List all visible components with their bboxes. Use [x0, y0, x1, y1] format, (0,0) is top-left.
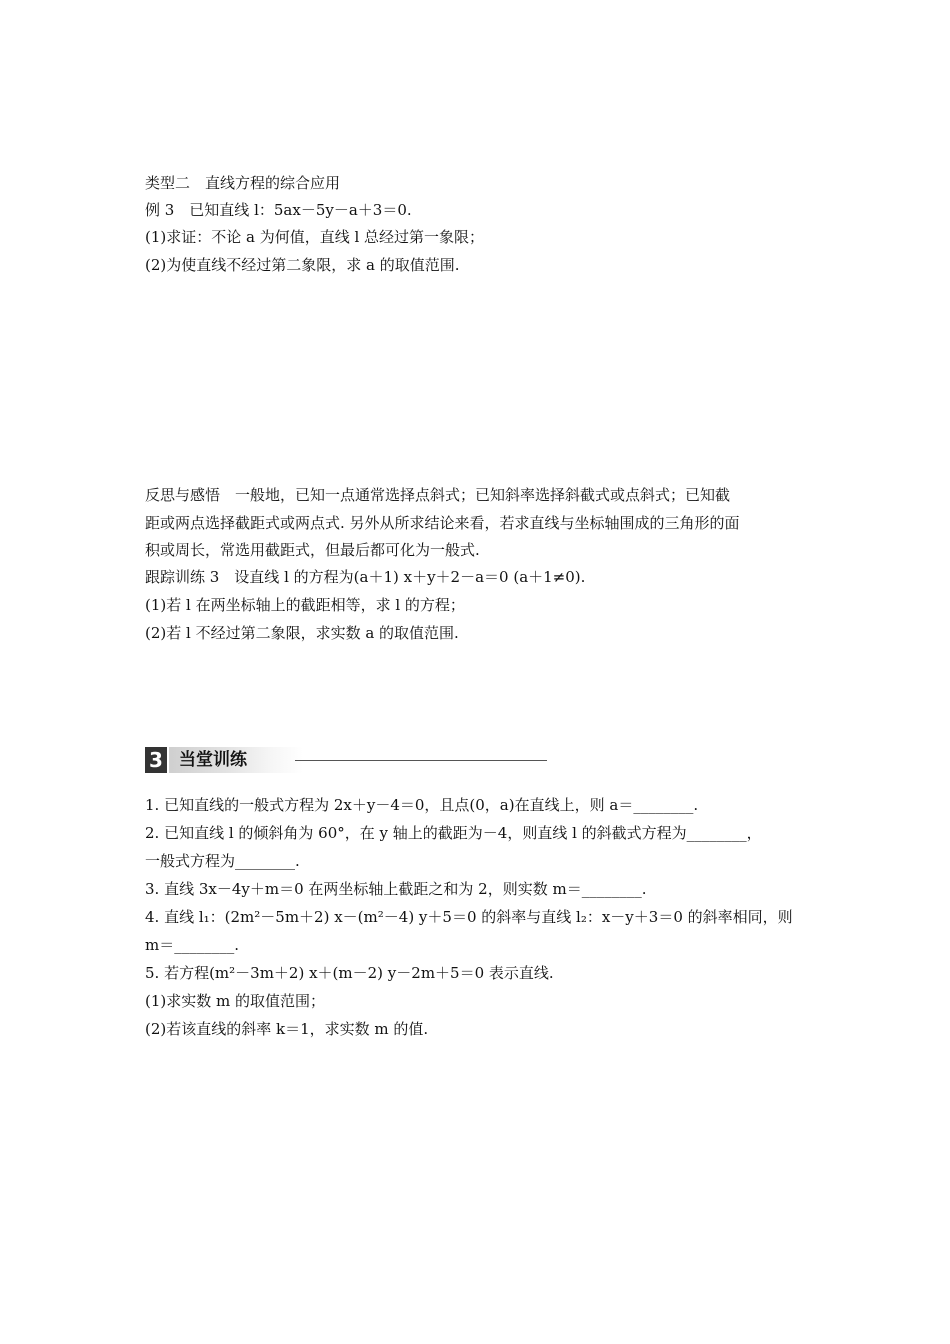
- exercise-5-part1: (1)求实数 m 的取值范围；: [145, 992, 326, 1010]
- exercise-5: 5. 若方程(m²－3m＋2) x＋(m－2) y－2m＋5＝0 表示直线.: [145, 964, 554, 982]
- reflection-line2: 距或两点选择截距式或两点式. 另外从所求结论来看，若求直线与坐标轴围成的三角形的面: [145, 514, 740, 532]
- followup3-stem: 跟踪训练 3 设直线 l 的方程为(a＋1) x＋y＋2－a＝0 (a＋1≠0).: [145, 568, 586, 586]
- example3-part2: (2)为使直线不经过第二象限，求 a 的取值范围.: [145, 256, 460, 274]
- exercise-2-line2: 一般式方程为________.: [145, 852, 300, 870]
- exercise-2-line1: 2. 已知直线 l 的倾斜角为 60°，在 y 轴上的截距为－4，则直线 l 的斜截式方程为________，: [145, 824, 762, 842]
- followup3-part1: (1)若 l 在两坐标轴上的截距相等，求 l 的方程；: [145, 596, 465, 614]
- example3-part1: (1)求证：不论 a 为何值，直线 l 总经过第一象限；: [145, 228, 485, 246]
- exercise-4-line2: m＝________.: [145, 936, 239, 954]
- followup3-part2: (2)若 l 不经过第二象限，求实数 a 的取值范围.: [145, 624, 459, 642]
- exercise-3: 3. 直线 3x－4y＋m＝0 在两坐标轴上截距之和为 2，则实数 m＝________.: [145, 880, 647, 898]
- reflection-line3: 积或周长，常选用截距式，但最后都可化为一般式.: [145, 541, 480, 559]
- exercise-5-part2: (2)若该直线的斜率 k＝1，求实数 m 的值.: [145, 1020, 429, 1038]
- section-divider: [295, 760, 547, 761]
- example3-stem: 例 3 已知直线 l：5ax－5y－a＋3＝0.: [145, 201, 412, 219]
- section-title: 当堂训练: [179, 750, 247, 770]
- exercise-1: 1. 已知直线的一般式方程为 2x＋y－4＝0，且点(0，a)在直线上，则 a＝________.: [145, 796, 699, 814]
- section-title-band: [169, 747, 413, 773]
- reflection-line1: 反思与感悟 一般地，已知一点通常选择点斜式；已知斜率选择斜截式或点斜式；已知截: [145, 486, 731, 504]
- section-header: [145, 747, 545, 775]
- type2-heading: 类型二 直线方程的综合应用: [145, 174, 341, 192]
- section-number-badge: 3: [145, 747, 167, 773]
- exercise-4-line1: 4. 直线 l₁：(2m²－5m＋2) x－(m²－4) y＋5＝0 的斜率与直线 l₂：x－y＋3＝0 的斜率相同，则: [145, 908, 793, 926]
